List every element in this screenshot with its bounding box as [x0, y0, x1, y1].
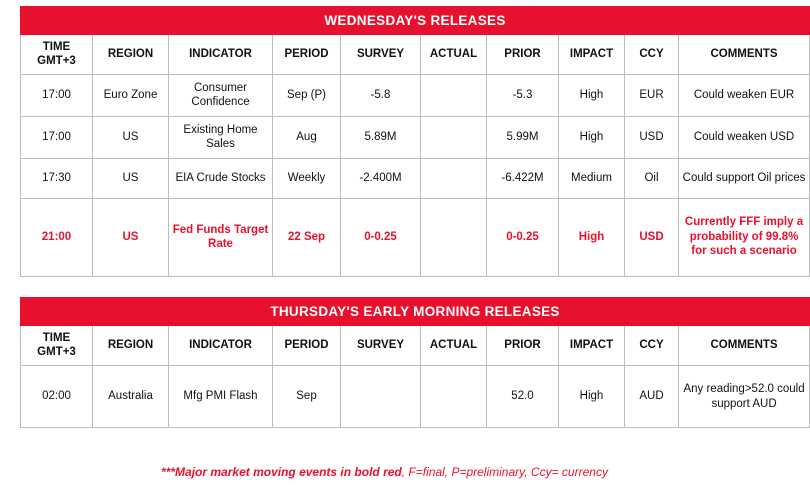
- cell-indicator: Fed Funds Target Rate: [169, 198, 273, 276]
- column-header-region: REGION: [93, 326, 169, 366]
- column-header-actual: ACTUAL: [421, 35, 487, 75]
- cell-time: 17:30: [21, 158, 93, 198]
- column-header-time-line1: TIME: [42, 41, 71, 54]
- cell-prior: -5.3: [487, 75, 559, 117]
- column-header-comments: COMMENTS: [679, 326, 810, 366]
- cell-region: US: [93, 158, 169, 198]
- column-header-indicator: INDICATOR: [169, 326, 273, 366]
- cell-prior: 5.99M: [487, 116, 559, 158]
- column-header-actual: ACTUAL: [421, 326, 487, 366]
- cell-time: 02:00: [21, 366, 93, 428]
- column-header-region: REGION: [93, 35, 169, 75]
- column-header-period: PERIOD: [273, 326, 341, 366]
- cell-actual: [421, 198, 487, 276]
- thursday-banner: THURSDAY'S EARLY MORNING RELEASES: [21, 298, 810, 326]
- column-header-comments: COMMENTS: [679, 35, 810, 75]
- cell-comments: Currently FFF imply a probability of 99.8% for such a scenario: [679, 198, 810, 276]
- cell-actual: [421, 158, 487, 198]
- cell-actual: [421, 366, 487, 428]
- cell-prior: -6.422M: [487, 158, 559, 198]
- column-header-survey: SURVEY: [341, 326, 421, 366]
- cell-ccy: USD: [625, 198, 679, 276]
- cell-comments: Could weaken USD: [679, 116, 810, 158]
- thursday-releases-table: [20, 297, 810, 428]
- wednesday-banner: WEDNESDAY'S RELEASES: [21, 7, 810, 35]
- table-row: [21, 366, 810, 428]
- cell-indicator: Existing Home Sales: [169, 116, 273, 158]
- column-header-time: [21, 326, 93, 366]
- table-row: [21, 158, 810, 198]
- column-header-indicator: INDICATOR: [169, 35, 273, 75]
- table-banner-row: [21, 298, 810, 326]
- column-header-ccy: CCY: [625, 35, 679, 75]
- cell-comments: Any reading>52.0 could support AUD: [679, 366, 810, 428]
- cell-time: 17:00: [21, 116, 93, 158]
- table-row-highlighted: [21, 198, 810, 276]
- column-header-impact: IMPACT: [559, 35, 625, 75]
- cell-comments: Could support Oil prices: [679, 158, 810, 198]
- column-header-impact: IMPACT: [559, 326, 625, 366]
- cell-survey: -2.400M: [341, 158, 421, 198]
- thursday-releases-block: [20, 297, 805, 428]
- cell-region: Australia: [93, 366, 169, 428]
- cell-prior: 52.0: [487, 366, 559, 428]
- cell-impact: High: [559, 116, 625, 158]
- cell-period: Sep: [273, 366, 341, 428]
- footnote: [0, 465, 769, 479]
- cell-ccy: AUD: [625, 366, 679, 428]
- column-header-prior: PRIOR: [487, 35, 559, 75]
- column-header-time-line2: GMT+3: [37, 345, 76, 358]
- cell-time: 21:00: [21, 198, 93, 276]
- cell-region: US: [93, 198, 169, 276]
- cell-comments: Could weaken EUR: [679, 75, 810, 117]
- cell-period: 22 Sep: [273, 198, 341, 276]
- cell-survey: [341, 366, 421, 428]
- column-header-survey: SURVEY: [341, 35, 421, 75]
- footnote-rest: , F=final, P=preliminary, Ccy= currency: [401, 465, 608, 479]
- cell-period: Aug: [273, 116, 341, 158]
- cell-actual: [421, 75, 487, 117]
- cell-period: Weekly: [273, 158, 341, 198]
- cell-region: US: [93, 116, 169, 158]
- table-row: [21, 116, 810, 158]
- wednesday-releases-table: [20, 6, 810, 277]
- cell-prior: 0-0.25: [487, 198, 559, 276]
- cell-time: 17:00: [21, 75, 93, 117]
- column-header-time-line2: GMT+3: [37, 54, 76, 67]
- column-header-time: [21, 35, 93, 75]
- cell-indicator: Consumer Confidence: [169, 75, 273, 117]
- column-header-time-line1: TIME: [42, 332, 71, 345]
- cell-indicator: EIA Crude Stocks: [169, 158, 273, 198]
- table-header-row: [21, 326, 810, 366]
- column-header-ccy: CCY: [625, 326, 679, 366]
- footnote-bold: ***Major market moving events in bold red: [161, 465, 402, 479]
- table-header-row: [21, 35, 810, 75]
- cell-indicator: Mfg PMI Flash: [169, 366, 273, 428]
- cell-survey: -5.8: [341, 75, 421, 117]
- table-row: [21, 75, 810, 117]
- column-header-period: PERIOD: [273, 35, 341, 75]
- cell-impact: Medium: [559, 158, 625, 198]
- cell-impact: High: [559, 198, 625, 276]
- cell-ccy: EUR: [625, 75, 679, 117]
- cell-survey: 0-0.25: [341, 198, 421, 276]
- cell-actual: [421, 116, 487, 158]
- cell-region: Euro Zone: [93, 75, 169, 117]
- table-banner-row: [21, 7, 810, 35]
- cell-survey: 5.89M: [341, 116, 421, 158]
- cell-impact: High: [559, 366, 625, 428]
- cell-impact: High: [559, 75, 625, 117]
- cell-period: Sep (P): [273, 75, 341, 117]
- wednesday-releases-block: [20, 6, 806, 277]
- cell-ccy: USD: [625, 116, 679, 158]
- cell-ccy: Oil: [625, 158, 679, 198]
- column-header-prior: PRIOR: [487, 326, 559, 366]
